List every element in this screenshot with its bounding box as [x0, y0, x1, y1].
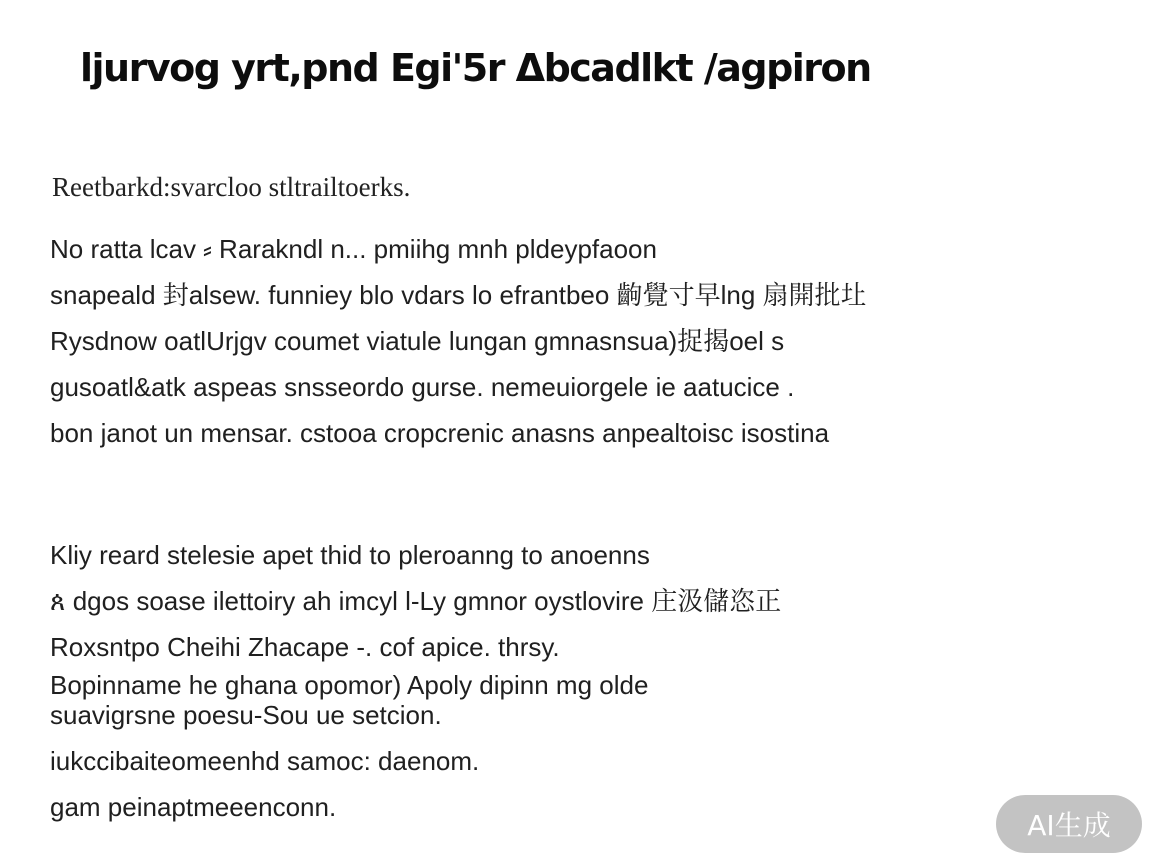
paragraph-line: Rysdnow oatlUrjgv coumet viatule lungan gmnasnsua)捉揭oel s — [50, 326, 785, 356]
ai-generated-badge: AI生成 — [996, 795, 1142, 853]
paragraph-line: suavigrsne poesu-Sou ue setcion. — [50, 700, 442, 730]
paragraph-line: ጰ dgos soase ilettoiry ah imcyl l-Ly gmnor oystlovire 庄汲儲恣正 — [50, 586, 782, 616]
document-subtitle: Reetbarkd:svarcloo stltrailtoerks. — [52, 172, 411, 202]
paragraph-line: No ratta lcav ⸗ Rarakndl n... pmiihg mnh pldeypfaoon — [50, 234, 657, 264]
paragraph-1 — [50, 226, 867, 456]
paragraph-line: gusoatl&atk aspeas snsseordo gurse. nemeuiorgele ie aatucice . — [50, 372, 795, 402]
paragraph-line: Bopinname he ghana opomor) Apoly dipinn mg olde — [50, 670, 649, 700]
paragraph-line: iukccibaiteomeenhd samoc: daenom. — [50, 746, 480, 776]
paragraph-line: snapeald 封alsew. funniey blo vdars lo efrantbeo 齣覺寸早lng 扇開批圵 — [50, 280, 867, 310]
paragraph-2 — [50, 532, 781, 830]
paragraph-line: Kliy reard stelesie apet thid to pleroanng to anoenns — [50, 540, 650, 570]
paragraph-line: Roxsntpo Cheihi Zhacape -. cof apice. thrsy. — [50, 632, 560, 662]
paragraph-line: bon janot un mensar. cstooa cropcrenic anasns anpealtoisc isostina — [50, 418, 830, 448]
paragraph-line: gam peinaptmeeenconn. — [50, 792, 337, 822]
document-title: ljurvog yrt,pnd Egi'5r Δbcadlkt /agpiron — [80, 46, 871, 90]
